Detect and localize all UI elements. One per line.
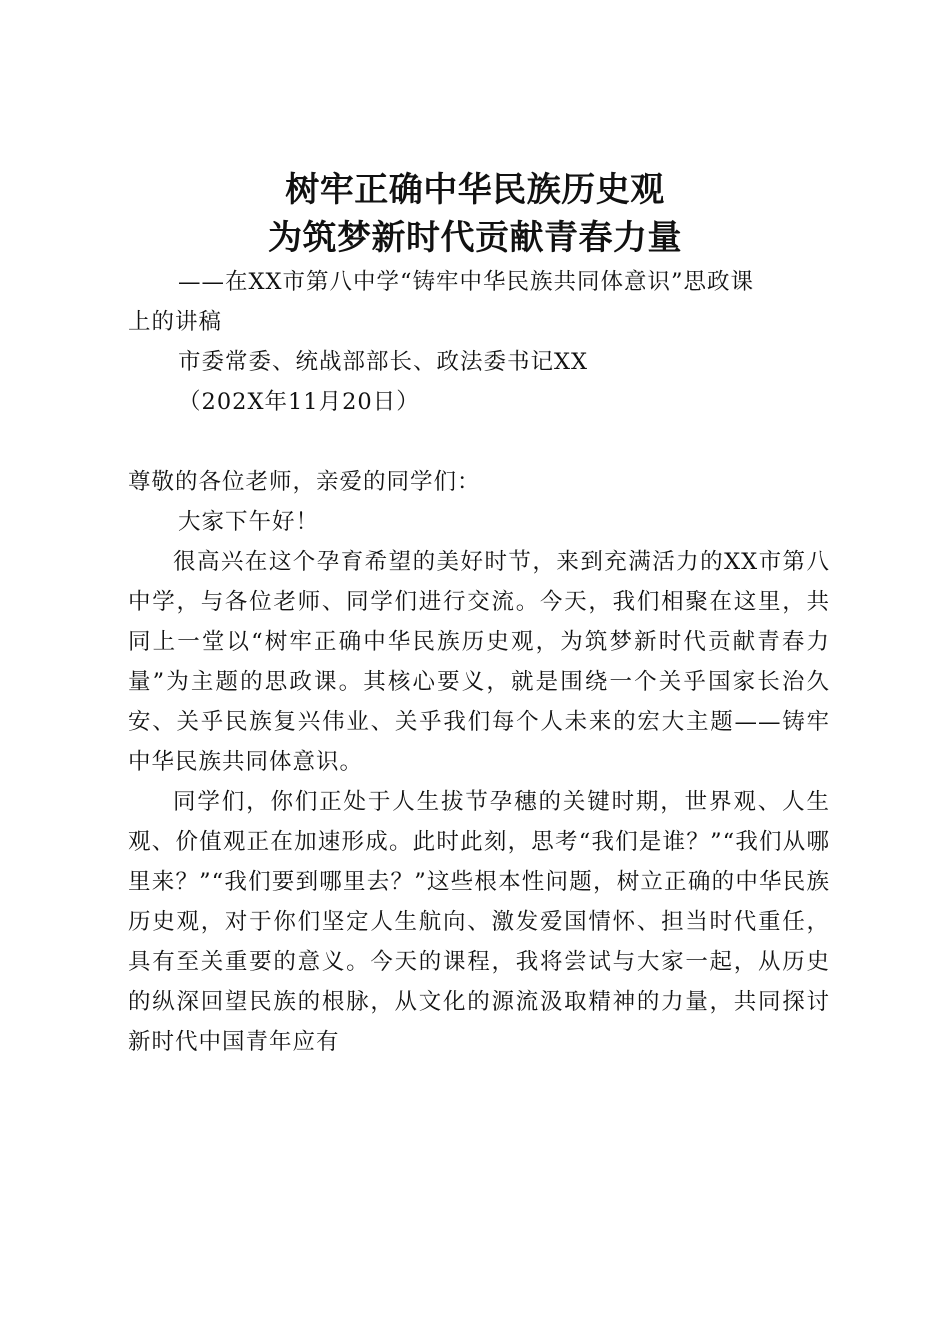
- blank-line: [128, 422, 830, 462]
- title-line-2: 为筑梦新时代贡献青春力量: [268, 218, 682, 258]
- speaker-line: 市委常委、统战部部长、政法委书记XX: [178, 349, 589, 375]
- title-line-1: 树牢正确中华民族历史观: [285, 170, 665, 210]
- body-paragraph-1: 很高兴在这个孕育希望的美好时节，来到充满活力的XX市第八中学，与各位老师、同学们进行交流。今天，我们相聚在这里，共同上一堂以“树牢正确中华民族历史观，为筑梦新时代贡献青春力量”为主题的思政课。其核心要义，就是围绕一个关乎国家长治久安、关乎民族复兴伟业、关乎我们每个人未来的宏大主题——铸牢中华民族共同体意识。: [128, 549, 830, 775]
- document-title: [0, 166, 950, 262]
- document-body: [128, 262, 830, 1062]
- date-line: （202X年11月20日）: [178, 389, 420, 415]
- salutation: 尊敬的各位老师，亲爱的同学们：: [128, 469, 481, 495]
- subtitle-line-2: 上的讲稿: [128, 309, 223, 335]
- greeting: 大家下午好！: [178, 509, 320, 535]
- body-paragraph-2: 同学们，你们正处于人生拔节孕穗的关键时期，世界观、人生观、价值观正在加速形成。此时此刻，思考“我们是谁？”“我们从哪里来？”“我们要到哪里去？”这些根本性问题，树立正确的中华民族历史观，对于你们坚定人生航向、激发爱国情怀、担当时代重任，具有至关重要的意义。今天的课程，我将尝试与大家一起，从历史的纵深回望民族的根脉，从文化的源流汲取精神的力量，共同探讨新时代中国青年应有: [128, 789, 830, 1055]
- subtitle-line-1: ——在XX市第八中学“铸牢中华民族共同体意识”思政课: [178, 269, 755, 295]
